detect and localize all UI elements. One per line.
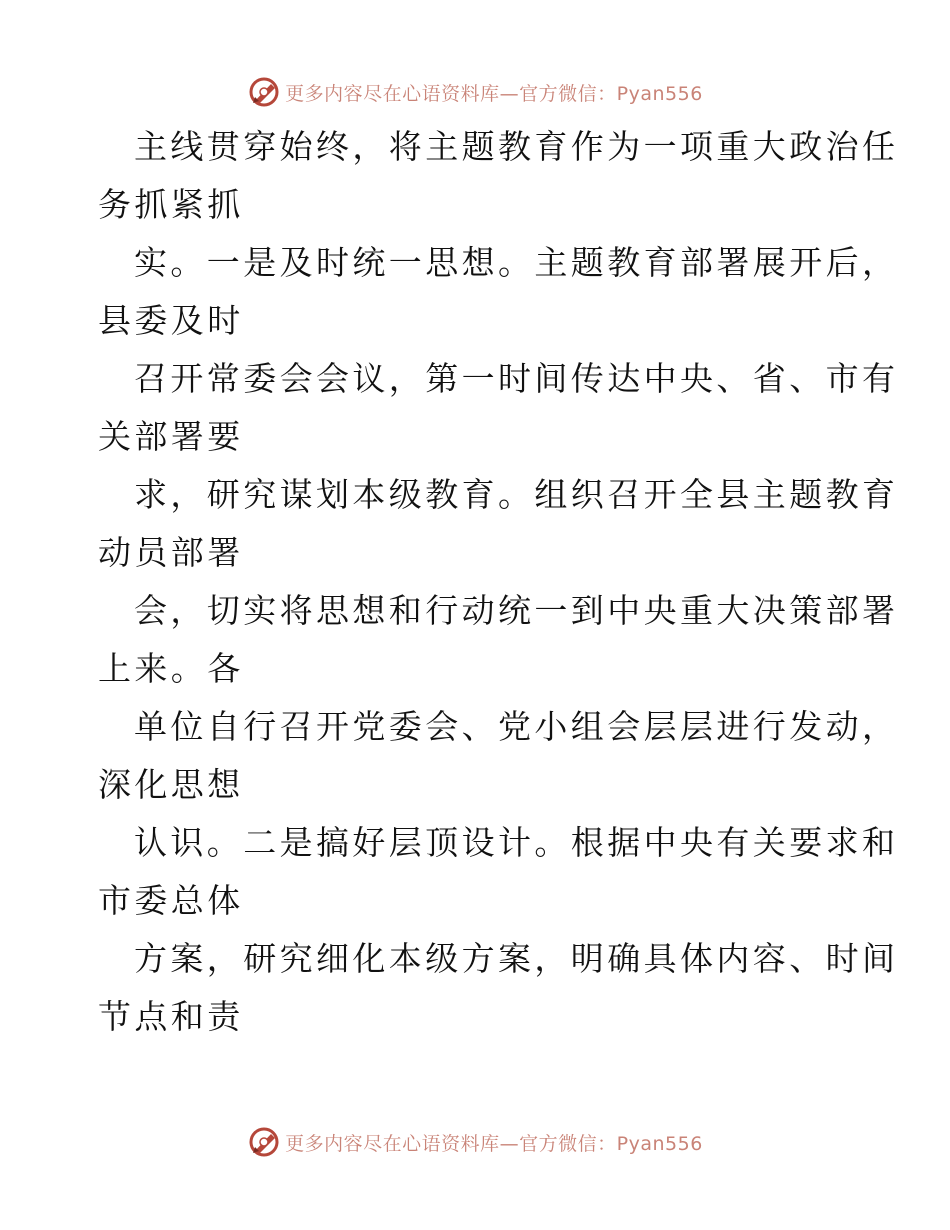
- text-line-13: 认识。二是搞好层顶设计。根据中央有关要求和: [134, 823, 899, 862]
- header-banner-text: 更多内容尽在心语资料库—官方微信：Pyan556: [285, 82, 703, 105]
- text-line-11: 单位自行召开党委会、党小组会层层进行发动，: [134, 707, 899, 746]
- text-line-15: 方案，研究细化本级方案，明确具体内容、时间: [134, 939, 899, 978]
- text-line-10: 上来。各: [98, 649, 244, 688]
- text-line-7: 求，研究谋划本级教育。组织召开全县主题教育: [134, 475, 899, 514]
- body-text: [98, 118, 899, 1046]
- header-banner: [0, 72, 950, 112]
- text-line-1: 主线贯穿始终，将主题教育作为一项重大政治任: [134, 127, 899, 166]
- text-line-6: 关部署要: [98, 417, 244, 456]
- pen-logo-icon: [247, 75, 281, 109]
- text-line-12: 深化思想: [98, 765, 244, 804]
- pen-logo-icon: [247, 1125, 281, 1159]
- text-line-14: 市委总体: [98, 881, 244, 920]
- text-line-5: 召开常委会会议，第一时间传达中央、省、市有: [134, 359, 899, 398]
- footer-banner-text: 更多内容尽在心语资料库—官方微信：Pyan556: [285, 1132, 703, 1155]
- text-line-16: 节点和责: [98, 997, 244, 1036]
- text-line-4: 县委及时: [98, 301, 244, 340]
- text-line-9: 会，切实将思想和行动统一到中央重大决策部署: [134, 591, 899, 630]
- text-line-3: 实。一是及时统一思想。主题教育部署展开后，: [134, 243, 899, 282]
- footer-banner: [0, 1122, 950, 1162]
- text-line-8: 动员部署: [98, 533, 244, 572]
- text-line-2: 务抓紧抓: [98, 185, 244, 224]
